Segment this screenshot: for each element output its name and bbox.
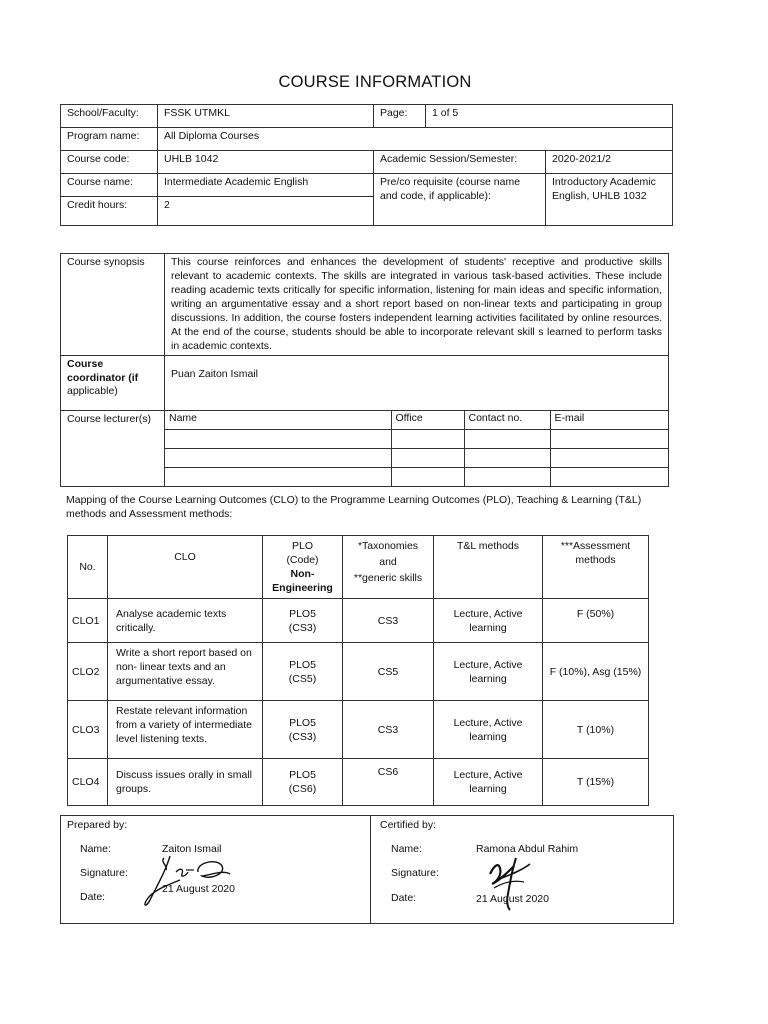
clo-tax: CS3 [343,599,434,643]
header-assess-line2: methods [575,554,616,566]
prepared-name-value: Zaiton Ismail [162,843,222,855]
session-value: 2020-2021/2 [546,151,673,174]
credit-value: 2 [158,197,374,226]
certified-signature-image [484,852,554,914]
certified-signature-label: Signature: [391,867,439,879]
clo-assess: T (10%) [543,701,649,759]
clo-no: CLO4 [68,759,108,806]
clo-text: Restate relevant information from a variety of intermediate level listening texts. [108,701,263,759]
school-label: School/Faculty: [61,105,158,128]
prepared-signature-label: Signature: [80,867,128,879]
coordinator-label [61,356,165,411]
prepared-date-value: 21 August 2020 [162,883,235,895]
clo-plo-code: PLO5 [289,769,316,781]
clo-tl: Lecture, Active learning [434,701,543,759]
header-assessment [543,536,649,599]
clo-row [68,599,649,643]
lecturer-label: Course lecturer(s) [61,411,165,487]
header-tax-line1: *Taxonomies [357,540,419,552]
header-assess-line1: ***Assessment [560,540,631,552]
header-plo-line2: (Code) [286,554,319,566]
coordinator-label-bold: Course coordinator (if [67,358,139,384]
header-no: No. [68,536,108,599]
lecturer-cell [165,411,669,487]
lecturer-row [165,449,669,468]
prepared-signature-image [140,850,235,912]
clo-plo-skill: (CS3) [288,730,317,743]
header-clo: CLO [108,536,263,599]
code-label: Course code: [61,151,158,174]
lecturer-header-office: Office [391,411,464,430]
prereq-label: Pre/co requisite (course name and code, if applicable): [374,174,546,226]
clo-tl: Lecture, Active learning [434,599,543,643]
lecturer-row [165,468,669,487]
program-value: All Diploma Courses [158,128,673,151]
certified-name-value: Ramona Abdul Rahim [476,843,579,855]
lecturer-table [165,411,669,486]
lecturer-row [165,430,669,449]
page-label: Page: [374,105,426,128]
clo-text: Write a short report based on non- linear texts and an argumentative essay. [108,643,263,701]
clo-plo-skill: (CS6) [288,783,317,795]
clo-plo-code: PLO5 [289,658,316,671]
code-value: UHLB 1042 [158,151,374,174]
clo-tax: CS3 [343,701,434,759]
signature-divider [370,815,371,923]
course-info-table [60,104,673,226]
document-title: COURSE INFORMATION [278,73,472,91]
clo-tax: CS6 [343,759,434,806]
certified-by-label: Certified by: [380,819,437,831]
certified-name-label: Name: [391,843,422,855]
clo-plo [263,759,343,806]
session-label: Academic Session/Semester: [374,151,546,174]
clo-row [68,759,649,806]
prepared-by-label: Prepared by: [67,819,128,831]
clo-text: Discuss issues orally in small groups. [108,759,263,806]
prereq-value: Introductory Academic English, UHLB 1032 [546,174,673,226]
clo-plo-skill: (CS5) [288,672,317,685]
header-tax-line2: and [379,556,397,568]
page-value: 1 of 5 [426,105,673,128]
prepared-date-label: Date: [80,891,106,903]
header-plo-line1: PLO [291,540,313,552]
clo-no: CLO3 [68,701,108,759]
clo-row [68,701,649,759]
clo-plo-code: PLO5 [289,607,316,620]
clo-plo [263,701,343,759]
header-tl-methods: T&L methods [434,536,543,599]
certified-date-label: Date: [391,892,417,904]
lecturer-header-email: E-mail [550,411,669,430]
clo-assess: T (15%) [543,759,649,806]
clo-mapping-table [67,535,649,806]
lecturer-header-contact: Contact no. [464,411,550,430]
synopsis-text: This course reinforces and enhances the development of students' receptive and productive skills relevant to academic contexts. The skills are integrated in various task-based activities. These include reading academic texts critically for specific information, listening for main ideas and specific information, writing an argumentative essay and a short report based on non-linear texts and participating in group discussions. In addition, the course fosters independent learning activities facilitated by online resources. At the end of the course, students should be able to incorporate relevant skill s learned to perform tasks in academic contexts. [165,254,669,356]
clo-tl: Lecture, Active learning [434,643,543,701]
clo-plo [263,599,343,643]
lecturer-header-name: Name [165,411,391,430]
clo-no: CLO1 [68,599,108,643]
school-value: FSSK UTMKL [158,105,374,128]
clo-tl: Lecture, Active learning [434,759,543,806]
course-name-value: Intermediate Academic English [158,174,374,197]
synopsis-label: Course synopsis [61,254,165,356]
header-plo-line3: Non- [290,568,315,580]
synopsis-table [60,253,669,487]
header-taxonomies [343,536,434,599]
clo-plo-skill: (CS3) [288,621,317,634]
credit-label: Credit hours: [61,197,158,226]
course-name-label: Course name: [61,174,158,197]
certified-date-value: 21 August 2020 [476,893,549,905]
clo-row [68,643,649,701]
clo-assess: F (10%), Asg (15%) [543,643,649,701]
clo-no: CLO2 [68,643,108,701]
header-plo [263,536,343,599]
clo-tax: CS5 [343,643,434,701]
prepared-name-label: Name: [80,843,111,855]
header-tax-line3: **generic skills [353,572,423,584]
clo-plo [263,643,343,701]
program-label: Program name: [61,128,158,151]
coordinator-label-rest: applicable) [67,385,118,398]
mapping-description: Mapping of the Course Learning Outcomes (CLO) to the Programme Learning Outcomes (PLO), Teaching & Learning (T&L) methods and Assessment methods: [66,494,642,520]
header-plo-line4: Engineering [272,582,333,594]
clo-text: Analyse academic texts critically. [108,599,263,643]
coordinator-value: Puan Zaiton Ismail [165,356,669,411]
clo-plo-code: PLO5 [289,716,316,729]
clo-assess: F (50%) [543,599,649,643]
